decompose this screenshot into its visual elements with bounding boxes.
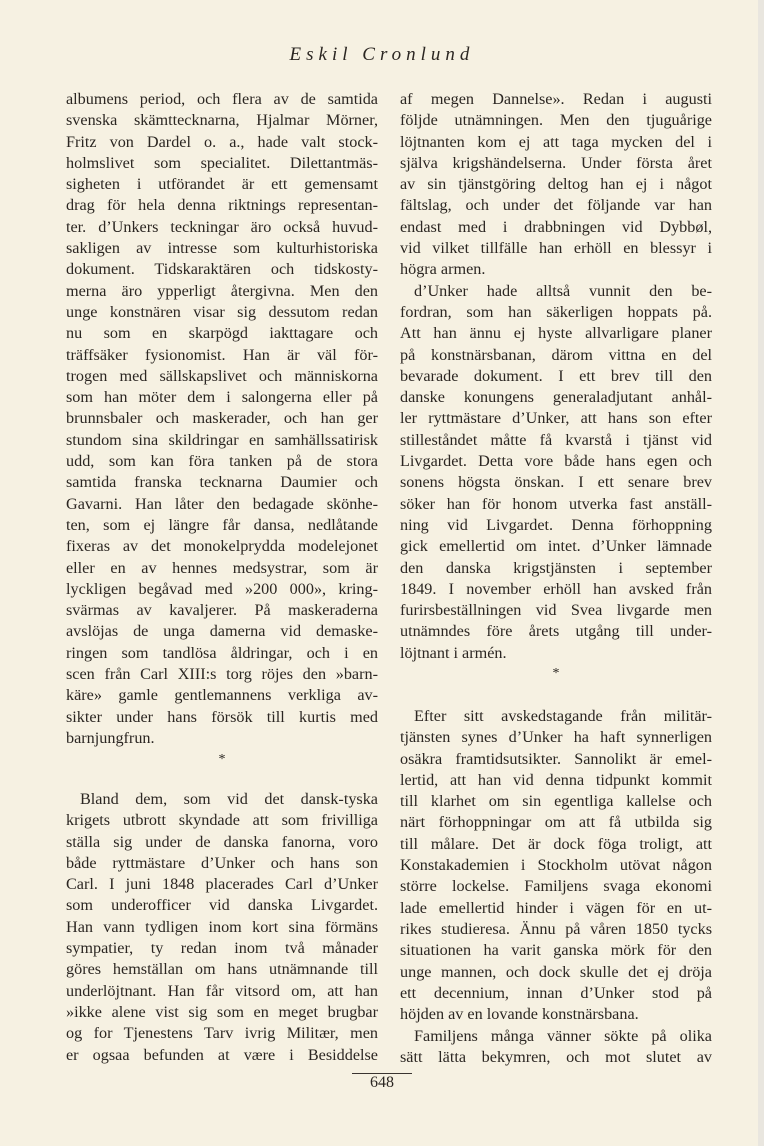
text-line: följde utnämningen. Men den tjuguårige — [400, 111, 712, 130]
section-separator-left: * — [218, 752, 226, 767]
left-paragraph-2 — [66, 789, 378, 1066]
right-paragraph-2 — [400, 281, 712, 664]
text-line: og for Tjenestens Tarv ivrig Militær, men — [66, 1024, 378, 1043]
text-line: drag för hela denna riktnings representan- — [66, 196, 378, 215]
text-line: ten, som ej längre får dansa, nedlåtande — [66, 515, 378, 534]
text-line: själva krigshändelserna. Under första året — [400, 153, 712, 172]
text-line: eller en av hennes medsystrar, som är — [66, 558, 378, 577]
text-line: udd, som kan föra tanken på de stora — [66, 452, 378, 471]
text-line: Efter sitt avskedstagande från militär- — [414, 707, 712, 725]
text-line: Carl. I juni 1848 placerades Carl d’Unker — [66, 875, 378, 894]
text-line: som han möter dem i salongerna eller på — [66, 388, 378, 407]
text-line: ning vid Livgardet. Denna förhoppning — [400, 515, 712, 534]
text-line: underlöjtnant. Han får vitsord om, att han — [66, 981, 378, 1000]
section-separator-right: * — [552, 666, 560, 681]
text-line: avslöjas de unga damerna vid demaske- — [66, 622, 378, 641]
text-line: scen från Carl XIII:s torg röjes den »barn- — [66, 665, 378, 684]
text-line: Bland dem, som vid det dansk-tyska — [80, 790, 378, 808]
text-line: brunnsbaler och maskerader, och han ger — [66, 409, 378, 428]
text-line: sympatier, ty redan inom två månader — [66, 939, 378, 958]
text-line: rikes studieresa. Ännu på våren 1850 tycks — [400, 919, 712, 938]
text-line: sigheten i utförandet är ett gemensamt — [66, 175, 378, 194]
text-line: Livgardet. Detta vore både hans egen och — [400, 452, 712, 471]
text-line: sikter under hans försök till kurtis med — [66, 707, 378, 726]
text-line: Han vann tydligen inom kort sina förmäns — [66, 917, 378, 936]
text-line: träffsäker fysionomist. Han är väl för- — [66, 345, 378, 364]
text-line: sonens högsta önskan. I ett senare brev — [400, 473, 712, 492]
text-line: unge konstnären visar sig dessutom redan — [66, 302, 378, 321]
text-line: af megen Dannelse». Redan i augusti — [400, 90, 712, 108]
text-line: Att han ännu ej hyste allvarligare planer — [400, 324, 712, 343]
text-line: ler ryttmästare d’Unker, att hans son efter — [400, 409, 712, 428]
text-line: som underofficer vid danska Livgardet. — [66, 896, 378, 915]
text-line: höjden av en lovande konstnärsbana. — [400, 1005, 639, 1024]
text-line: trogen med sällskapslivet och människorna — [66, 366, 378, 385]
text-line: närt förhoppningar om att få utbilda sig — [400, 813, 712, 832]
text-line: göres hemställan om hans utnämnande till — [66, 960, 378, 979]
text-line: Fritz von Dardel o. a., hade valt stock- — [66, 132, 378, 151]
text-line: på konstnärsbanan, därom vittna en del — [400, 345, 712, 364]
text-line: löjtnant i armén. — [400, 643, 507, 662]
scan-edge — [758, 0, 764, 1146]
text-line: 1849. I november erhöll han avsked från — [400, 579, 712, 598]
text-line: fixeras av det monokelprydda modelejonet — [66, 537, 378, 556]
text-line: utnämndes före årets utgång till under- — [400, 622, 712, 641]
text-line: löjtnanten kom ej att taga mycken del i — [400, 132, 712, 151]
text-line: dokument. Tidskaraktären och tidskosty- — [66, 260, 378, 279]
text-line: lyckligen begåvad med »200 000», kring- — [66, 579, 378, 598]
text-line: lertid, att han vid denna tidpunkt kommit — [400, 770, 712, 789]
text-line: högra armen. — [400, 260, 486, 279]
text-line: gick emellertid om intet. d’Unker lämnade — [400, 537, 712, 556]
text-line: d’Unker hade alltså vunnit den be- — [414, 281, 712, 300]
right-paragraph-1 — [400, 89, 712, 281]
text-line: ringen som tandlösa åldringar, och i en — [66, 643, 378, 662]
text-line: käre» gamle gentlemannens verkliga av- — [66, 686, 378, 705]
right-paragraph-3 — [400, 706, 712, 1025]
text-line: Konstakademien i Stockholm utövat någon — [400, 856, 712, 875]
text-line: söker han för honom utverka fast anställ- — [400, 494, 712, 513]
text-line: till målare. Det är dock föga troligt, att — [400, 834, 712, 853]
text-line: barnjungfrun. — [66, 728, 155, 747]
text-line: samtida franska tecknarna Daumier och — [66, 473, 378, 492]
text-line: vid vilket tillfälle han erhöll en blessyr i — [400, 239, 712, 258]
text-line: »ikke alene vist sig som en meget brugbar — [66, 1002, 378, 1021]
text-line: fordran, som han säkerligen hoppats på. — [400, 302, 712, 321]
text-line: fältslag, och under det följande var han — [400, 196, 712, 215]
text-line: lade emellertid hinder i vägen för en ut- — [400, 898, 712, 917]
text-line: er ogsaa befunden at være i Besiddelse — [66, 1045, 378, 1064]
text-line: endast med i drabbningen vid Dybbøl, — [400, 217, 712, 236]
text-line: Gavarni. Han låter den bedagade skönhe- — [66, 494, 378, 513]
text-line: bevarade dokument. I ett brev till den — [400, 366, 712, 385]
text-line: situationen ha varit ganska mörk för den — [400, 941, 712, 960]
text-line: stundom sina skildringar en samhällssatirisk — [66, 430, 378, 449]
text-line: furirsbeställningen vid Svea livgarde men — [400, 601, 712, 620]
text-line: av sin tjänstgöring deltog han ej i något — [400, 175, 712, 194]
text-line: till klarhet om sin egentliga kallelse och — [400, 792, 712, 811]
text-line: den danska krigstjänsten i september — [400, 558, 712, 577]
text-line: tjänsten synes d’Unker ha haft synnerligen — [400, 728, 712, 747]
text-line: sakligen av intresse som kulturhistoriska — [66, 239, 378, 258]
right-paragraph-4 — [400, 1026, 712, 1069]
text-line: både ryttmästare d’Unker och hans son — [66, 853, 378, 872]
text-line: sätt lätta bekymren, och mot slutet av — [400, 1047, 712, 1066]
page-number: 648 — [352, 1073, 412, 1092]
text-line: krigets utbrott skyndade att som frivilliga — [66, 811, 378, 830]
text-line: ter. d’Unkers teckningar äro också huvud- — [66, 217, 378, 236]
running-header: Eskil Cronlund — [289, 44, 475, 65]
left-paragraph-1 — [66, 89, 378, 749]
text-line: osäkra framtidsutsikter. Sannolikt är emel- — [400, 749, 712, 768]
text-line: stilleståndet måtte få kvarstå i tjänst vid — [400, 430, 712, 449]
text-line: större lockelse. Familjens svaga ekonomi — [400, 877, 712, 896]
text-line: unge mannen, och dock skulle det ej dröja — [400, 962, 712, 981]
text-line: nu som en skarpögd iakttagare och — [66, 324, 378, 343]
text-line: svenska skämttecknarna, Hjalmar Mörner, — [66, 111, 378, 130]
text-line: albumens period, och flera av de samtida — [66, 90, 378, 108]
text-line: ett decennium, innan d’Unker stod på — [400, 983, 712, 1002]
text-line: danske konungens generaladjutant anhål- — [400, 388, 712, 407]
text-line: merna äro ypperligt återgivna. Men den — [66, 281, 378, 300]
text-line: Familjens många vänner sökte på olika — [414, 1026, 712, 1045]
text-line: holmslivet som specialitet. Dilettantmäs- — [66, 153, 378, 172]
text-line: svärmas av kavaljerer. På maskeraderna — [66, 601, 378, 620]
text-line: ställa sig under de danska fanorna, voro — [66, 832, 378, 851]
